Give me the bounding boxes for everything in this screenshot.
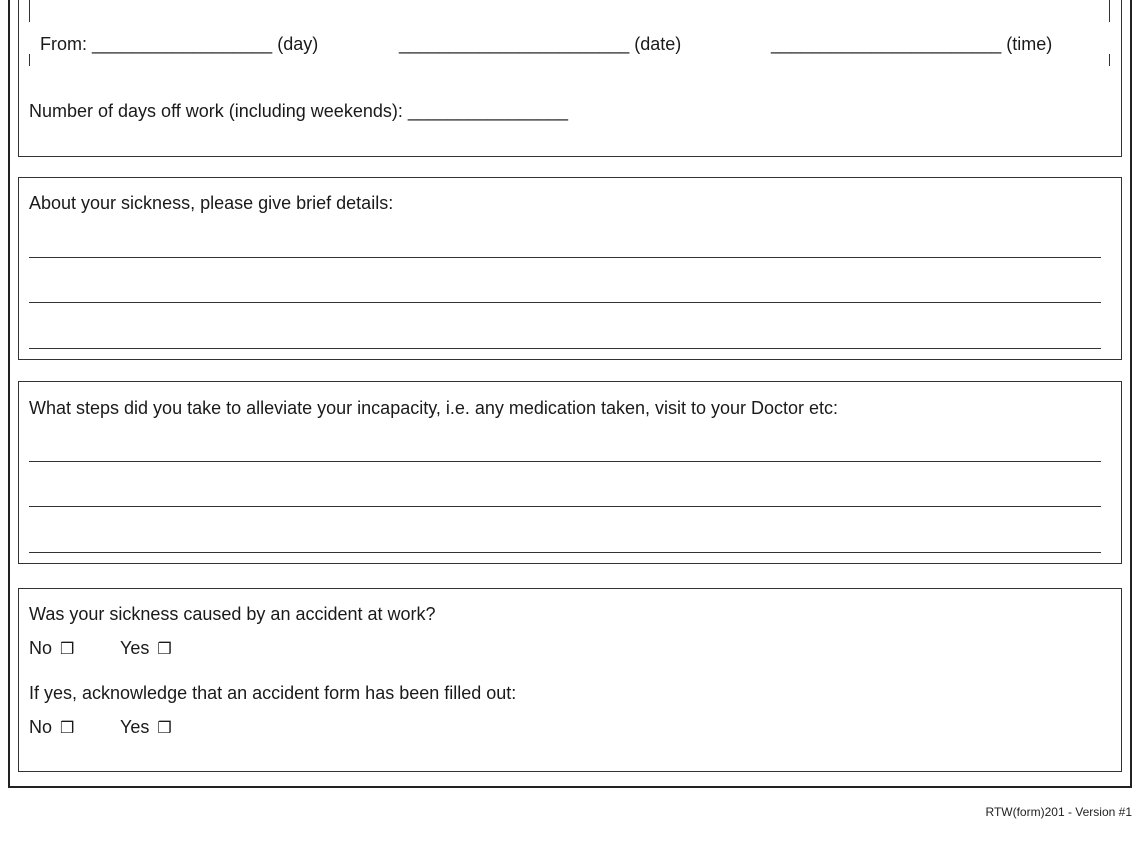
accident-no-option[interactable] <box>29 637 74 661</box>
yes-label: Yes <box>120 717 150 737</box>
form-version-id: RTW(form)201 - Version #1 <box>985 805 1132 819</box>
accident-form-no-option[interactable] <box>29 716 74 740</box>
from-label: From: __________________ <box>40 34 273 54</box>
steps-answer-line-3[interactable] <box>29 552 1101 553</box>
yes-label: Yes <box>120 638 150 658</box>
accident-question: Was your sickness caused by an accident at work? <box>29 604 436 624</box>
steps-answer-line-2[interactable] <box>29 506 1101 507</box>
divider <box>1109 0 1110 22</box>
sickness-details-section <box>18 177 1122 360</box>
accident-form-yes-option[interactable] <box>120 716 172 740</box>
no-label: No <box>29 638 53 658</box>
from-day-field[interactable] <box>40 33 318 55</box>
sickness-answer-line-3[interactable] <box>29 348 1101 349</box>
checkbox-icon[interactable]: ❒ <box>60 641 75 658</box>
accident-section <box>18 588 1122 772</box>
accident-yes-option[interactable] <box>120 637 172 661</box>
time-label: (time) <box>1006 34 1053 54</box>
steps-taken-section <box>18 381 1122 564</box>
time-blank: _______________________ <box>771 34 1002 54</box>
time-field[interactable] <box>771 33 1052 55</box>
steps-prompt: What steps did you take to alleviate your incapacity, i.e. any medication taken, visit to your Doctor etc: <box>29 398 839 418</box>
date-label: (date) <box>634 34 682 54</box>
no-label: No <box>29 717 53 737</box>
absence-period-section <box>18 0 1122 157</box>
divider <box>1109 54 1110 66</box>
sickness-answer-line-2[interactable] <box>29 302 1101 303</box>
checkbox-icon[interactable]: ❒ <box>60 720 75 737</box>
checkbox-icon[interactable]: ❒ <box>157 641 172 658</box>
accident-form-question: If yes, acknowledge that an accident form has been filled out: <box>29 683 517 703</box>
date-blank: _______________________ <box>399 34 630 54</box>
checkbox-icon[interactable]: ❒ <box>157 720 172 737</box>
date-field[interactable] <box>399 33 681 55</box>
day-label: (day) <box>277 34 319 54</box>
sickness-prompt: About your sickness, please give brief details: <box>29 193 394 213</box>
sickness-answer-line-1[interactable] <box>29 257 1101 258</box>
divider <box>29 54 30 66</box>
days-off-field[interactable]: Number of days off work (including weekends): ________________ <box>29 101 569 121</box>
steps-answer-line-1[interactable] <box>29 461 1101 462</box>
divider <box>29 0 30 22</box>
